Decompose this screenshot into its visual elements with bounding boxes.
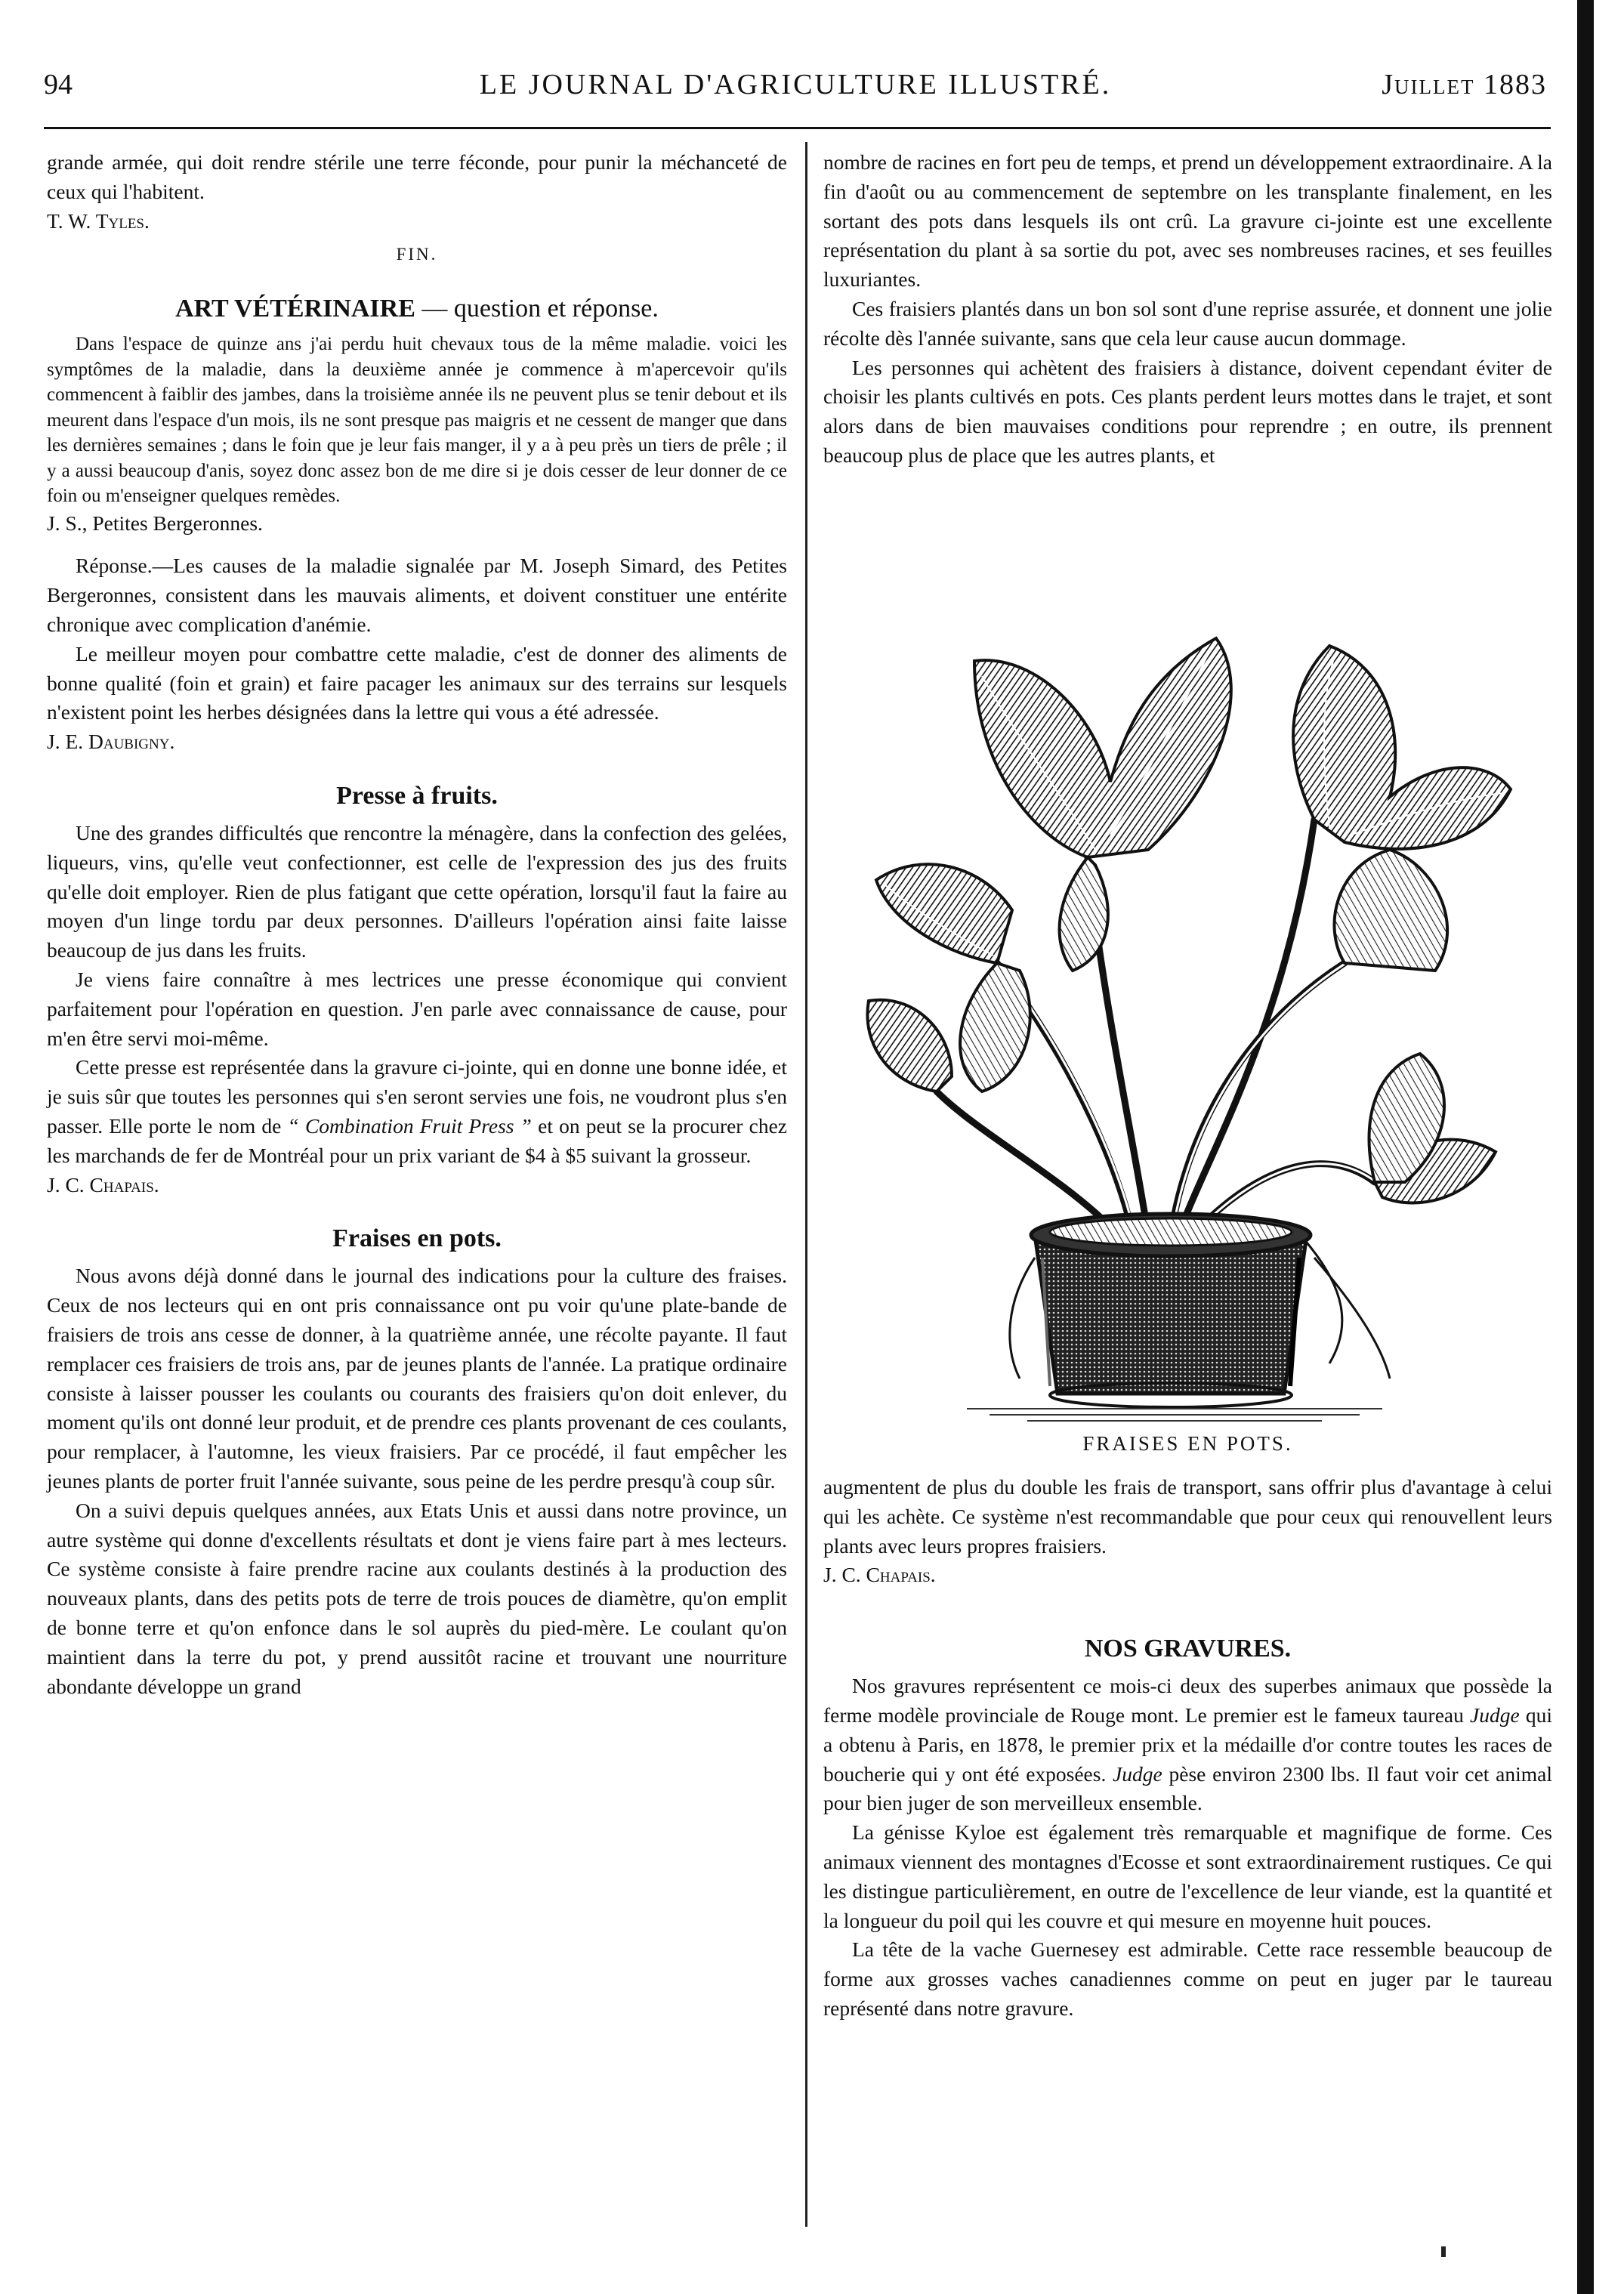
- right-column-top: [823, 148, 1552, 471]
- page-edge-bar: [1577, 0, 1594, 2294]
- veterinary-title: ART VÉTÉRINAIRE: [175, 295, 415, 323]
- veterinary-answer-1: Réponse.—Les causes de la maladie signalée par M. Joseph Simard, des Petites Bergeronnes, consistent dans les mauvais aliments, et doivent constituer une entérite chronique avec complication d'anémie.: [47, 554, 787, 637]
- gravures-paragraph-1: Nos gravures représentent ce mois-ci deux des superbes animaux que possède la ferme modèle provinciale de Rouge mont. Le premier est le fameux taureau Judge qui a obtenu à Paris, en 1878, le premier prix et la médaille d'or contre toutes les races de boucherie qui y ont été exposées. Judge pèse environ 2300 lbs. Il faut voir cet animal pour bien juger de son merveilleux ensemble.: [823, 1674, 1553, 1815]
- press-title: Presse à fruits.: [336, 782, 498, 810]
- press-product-name: “ Combination Fruit Press ”: [287, 1114, 532, 1138]
- right-paragraph-2: Ces fraisiers plantés dans un bon sol sont d'une reprise assurée, et donnent une jolie récolte dès l'année suivante, sans que cela leur cause aucun dommage.: [823, 296, 1552, 350]
- gravures-title: NOS GRAVURES.: [1084, 1635, 1292, 1663]
- flower-pot: [1031, 1214, 1311, 1407]
- issue-date: Juillet 1883: [1382, 69, 1547, 100]
- judge-name-2: Judge: [1113, 1761, 1162, 1786]
- press-signature: J. C. Chapais.: [47, 1172, 159, 1196]
- continuation-text: grande armée, qui doit rendre stérile une terre féconde, pour punir la méchanceté de ceux qui l'habitent.: [47, 150, 787, 203]
- press-paragraph-3: Cette presse est représentée dans la gravure ci-jointe, qui en donne une bonne idée, et je suis sûr que toutes les personnes qui s'en seront servies une fois, ne voudront plus s'en passer. Elle porte le nom de “ Combination Fruit Press ” et on peut se la procurer chez les marchands de fer de Montréal pour un prix variant de $4 à $5 suivant la grosseur.: [47, 1055, 787, 1167]
- fin-label: FIN.: [396, 245, 438, 264]
- journal-title: LE JOURNAL D'AGRICULTURE ILLUSTRÉ.: [479, 69, 1112, 100]
- page-header: [44, 62, 1547, 107]
- question-signature: J. S., Petites Bergeronnes.: [47, 511, 263, 535]
- strawberries-title: Fraises en pots.: [332, 1224, 502, 1253]
- column-divider: [805, 142, 807, 2227]
- continuation-author: T. W. Tyles.: [47, 208, 150, 233]
- press-paragraph-2: Je viens faire connaître à mes lectrices une presse économique qui convient parfaitement pour l'opération en question. J'en parle avec connaissance de cause, pour m'en être servi moi-même.: [47, 968, 787, 1050]
- gravures-paragraph-2: La génisse Kyloe est également très remarquable et magnifique de forme. Ces animaux viennent des montagnes d'Ecosse et sont extraordinairement rustiques. Ce qui les distingue particulièrement, en outre de l'excellence de leur viande, est la quantité et la longueur du poil qui les couvre et qui mesure en moyenne huit pouces.: [823, 1820, 1552, 1932]
- answer-signature: J. E. Daubigny.: [47, 730, 175, 754]
- veterinary-heading: [47, 292, 787, 326]
- strawberries-paragraph-1: Nous avons déjà donné dans le journal des indications pour la culture des fraises. Ceux de nos lecteurs qui en ont pris connaissance ont pu voir qu'une plate-bande de fraisiers de trois ans cesse de donner, à la quatrième année, une récolte payante. Il faut remplacer ces fraisiers de trois ans, par de jeunes plants de l'année. La pratique ordinaire consiste à laisser pousser les coulants ou courants des fraisiers qu'on doit enlever, du moment qu'ils ont donné leur produit, et de prendre ces plants provenant de ces coulants, pour remplacer, à l'automne, les vieux fraisiers. Par ce procédé, il faut empêcher les jeunes plants de porter fruit l'année suivante, sous peine de les perdre presqu'à coup sûr.: [47, 1264, 787, 1493]
- right-paragraph-1: nombre de racines en fort peu de temps, et prend un développement extraordinaire. A la fin d'août ou au commencement de septembre on les transplante finalement, en les sortant des pots dans lesquels ils ont crû. La gravure ci-jointe est une excellente représentation du plant à sa sortie du pot, avec ses nombreuses racines, et ses feuilles luxuriantes.: [823, 150, 1552, 292]
- veterinary-subtitle: — question et réponse.: [421, 295, 659, 323]
- strawberry-pot-engraving: [861, 608, 1514, 1428]
- stray-mark: [1441, 2246, 1446, 2257]
- veterinary-question: Dans l'espace de quinze ans j'ai perdu huit chevaux tous de la même maladie. voici les symptômes de la maladie, dans la deuxième année je commence à m'apercevoir qu'ils commencent à faiblir des jambes, dans la troisième année ils ne peuvent plus se tenir debout et ils meurent dans l'espace d'un mois, ils ne sont presque pas maigris et ne cessent de manger que dans les dernières semaines ; dans le foin que je leur fais manger, il y a à peu près un tiers de prêle ; il y a aussi beaucoup d'anis, soyez donc assez bon de me dire si je dois cesser de leur donner de ce foin ou m'enseigner quelques remèdes.: [47, 334, 787, 507]
- press-paragraph-1: Une des grandes difficultés que rencontre la ménagère, dans la confection des gelées, liqueurs, vins, qu'elle veut confectionner, est celle de l'expression des jus des fruits qu'elle doit employer. Rien de plus fatigant que cette opération, lorsqu'il faut la faire au moyen d'un linge tordu par deux personnes. D'ailleurs l'opération ainsi faite laisse beaucoup de jus dans les fruits.: [47, 821, 787, 962]
- strawberries-paragraph-2: On a suivi depuis quelques années, aux Etats Unis et aussi dans notre province, un autre système qui donne d'excellents résultats et dont je viens faire part à mes lecteurs. Ce système consiste à faire prendre racine aux coulants destinés à la production des nouveaux plants, dans des petits pots de terre de trois pouces de diamètre, qu'on emplit de bonne terre et qu'on enfonce dans le sol auprès du pied-mère. Le coulant qu'on maintient dans la terre du pot, y prend aussitôt racine et trouvant une nourriture abondante développe un grand: [47, 1498, 787, 1698]
- veterinary-answer-2: Le meilleur moyen pour combattre cette maladie, c'est de donner des aliments de bonne qualité (foin et grain) et faire pacager les animaux sur des terrains sur lesquels n'existent point les herbes désignées dans la lettre qui vous a été adressée.: [47, 641, 787, 724]
- right-column-bottom: [823, 1473, 1552, 2024]
- right-signature: J. C. Chapais.: [823, 1563, 936, 1587]
- judge-name: Judge: [1470, 1703, 1520, 1727]
- gravures-paragraph-3: La tête de la vache Guernesey est admirable. Cette race ressemble beaucoup de forme aux grosses vaches canadiennes comme on peut en juger par le taureau représenté dans notre gravure.: [823, 1937, 1552, 2020]
- figure-caption: FRAISES EN POTS.: [1082, 1432, 1293, 1455]
- header-rule: [44, 127, 1551, 129]
- right-paragraph-3: Les personnes qui achètent des fraisiers à distance, doivent cependant éviter de choisir les plants cultivés en pots. Ces plants perdent leurs mottes dans le trajet, et sont alors dans de bien mauvaises conditions pour reprendre ; en outre, ils prennent beaucoup plus de place que les autres plants, et: [823, 355, 1552, 467]
- right-paragraph-4: augmentent de plus du double les frais de transport, sans offrir plus d'avantage à celui qui les achète. Ce système n'est recommandable que pour ceux qui renouvellent leurs plants avec leurs propres fraisiers.: [823, 1475, 1552, 1558]
- page-number: 94: [44, 69, 73, 100]
- left-column: [47, 148, 787, 1701]
